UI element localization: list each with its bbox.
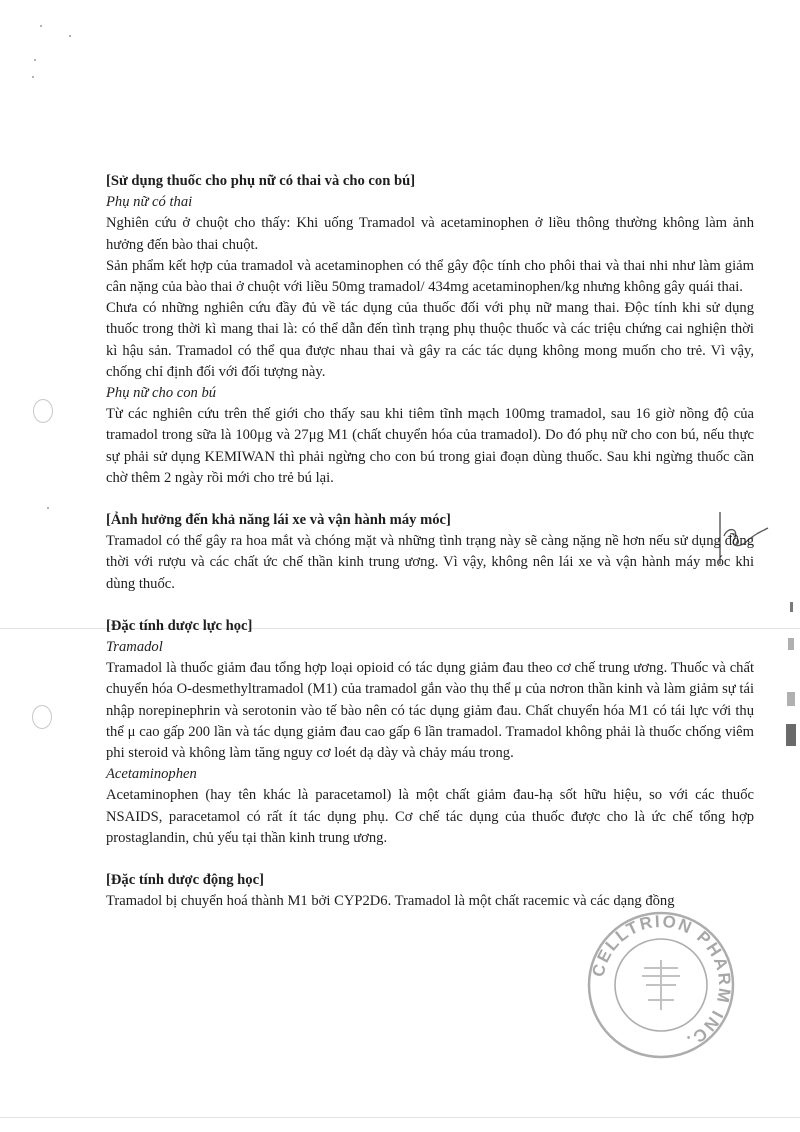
margin-mark [788,638,794,650]
section-heading: [Ảnh hưởng đến khả năng lái xe và vận hành máy móc] [106,512,451,529]
subsection-heading: Acetaminophen [106,766,197,783]
paragraph: Acetaminophen (hay tên khác là paracetamol) là một chất giảm đau-hạ sốt hữu hiệu, so với các thuốc NSAIDS, paracetamol có rất ít tác dụng phụ. Cơ chế tác dụng của thuốc được cho là ức chế tổng hợp prostaglandin, chủ yếu tại thần kinh trung ương. [106,787,754,846]
margin-mark [787,692,795,706]
section-heading: [Đặc tính dược lực học] [106,617,253,634]
paragraph: Chưa có những nghiên cứu đầy đủ về tác dụng của thuốc đối với phụ nữ mang thai. Độc tính khi sử dụng thuốc trong thời kì mang thai là: có thể dẫn đến tình trạng phụ thuộc thuốc và các triệu chứng cai nghiện thời kì hậu sản. Tramadol có thể qua được nhau thai và gây ra các tác dụng không mong muốn cho trẻ. Vì vậy, chống chỉ định đối với đối tượng này. [106,300,754,380]
paragraph: Tramadol bị chuyển hoá thành M1 bởi CYP2D6. Tramadol là một chất racemic và các dạng đồng [106,893,675,910]
subsection-heading: Phụ nữ có thai [106,194,193,211]
margin-mark [786,724,796,746]
section-pregnancy [106,171,754,489]
scan-speck [34,59,36,61]
scan-speck [47,507,49,509]
punch-hole [33,399,53,423]
company-stamp [586,910,736,1060]
paragraph: Từ các nghiên cứu trên thế giới cho thấy sau khi tiêm tĩnh mạch 100mg tramadol, sau 16 giờ nồng độ của tramadol trong sữa là 100μg và 27μg M1 (chất chuyển hóa của tramadol). Do đó phụ nữ cho con bú, nếu thực sự phải sử dụng KEMIWAN thì phải ngừng cho con bú trong giai đoạn dùng thuốc. Sau khi ngừng thuốc cần chờ thêm 2 ngày rồi mới cho trẻ bú lại. [106,406,754,486]
paragraph: Nghiên cứu ở chuột cho thấy: Khi uống Tramadol và acetaminophen ở liều thông thường không làm ảnh hưởng đến bào thai chuột. [106,215,754,253]
section-heading: [Sử dụng thuốc cho phụ nữ có thai và cho con bú] [106,173,416,189]
section-pharmacodynamics [106,616,754,849]
punch-hole [32,705,52,729]
scan-speck [32,76,34,78]
document-body [106,171,754,913]
paragraph: Sản phẩm kết hợp của tramadol và acetaminophen có thể gây độc tính cho phôi thai và thai nhi như làm giảm cân nặng của bào thai ở chuột với liều 50mg tramadol/ 434mg acetaminophen/kg nhưng không gây quái thai. [106,257,754,296]
scan-fold-line [0,1117,800,1118]
section-driving [106,510,754,595]
subsection-heading: Tramadol [106,639,163,656]
paragraph: Tramadol là thuốc giảm đau tổng hợp loại opioid có tác dụng giảm đau theo cơ chế trung ương. Thuốc và chất chuyển hóa O-desmethyltramadol (M1) của tramadol gắn vào thụ thể μ của nơron thần kinh và làm giảm sự tái nhập norepinephrin và serotonin vào tế bào nên có tác dụng giảm đau. Chất chuyển hóa M1 có tái lực với thụ thể μ cao gấp 200 lần và tác dụng giảm đau cao gấp 6 lần tramadol. Tramadol không phải là thuốc chống viêm phi steroid và không làm tăng nguy cơ loét dạ dày và chảy máu trong. [106,660,754,762]
scan-speck [69,35,71,37]
paragraph: Tramadol có thể gây ra hoa mắt và chóng mặt và những tình trạng này sẽ càng nặng nề hơn nếu sử dụng đồng thời với rượu và các chất ức chế thần kinh trung ương. Vì vậy, không nên lái xe và vận hành máy móc khi dùng thuốc. [106,533,754,592]
section-heading: [Đặc tính dược động học] [106,872,264,889]
section-pharmacokinetics [106,870,754,912]
subsection-heading: Phụ nữ cho con bú [106,385,217,402]
scan-speck [40,25,42,27]
margin-mark [790,602,793,612]
svg-text:CELLTRION PHARM INC.: CELLTRION PHARM INC. [588,911,735,1052]
